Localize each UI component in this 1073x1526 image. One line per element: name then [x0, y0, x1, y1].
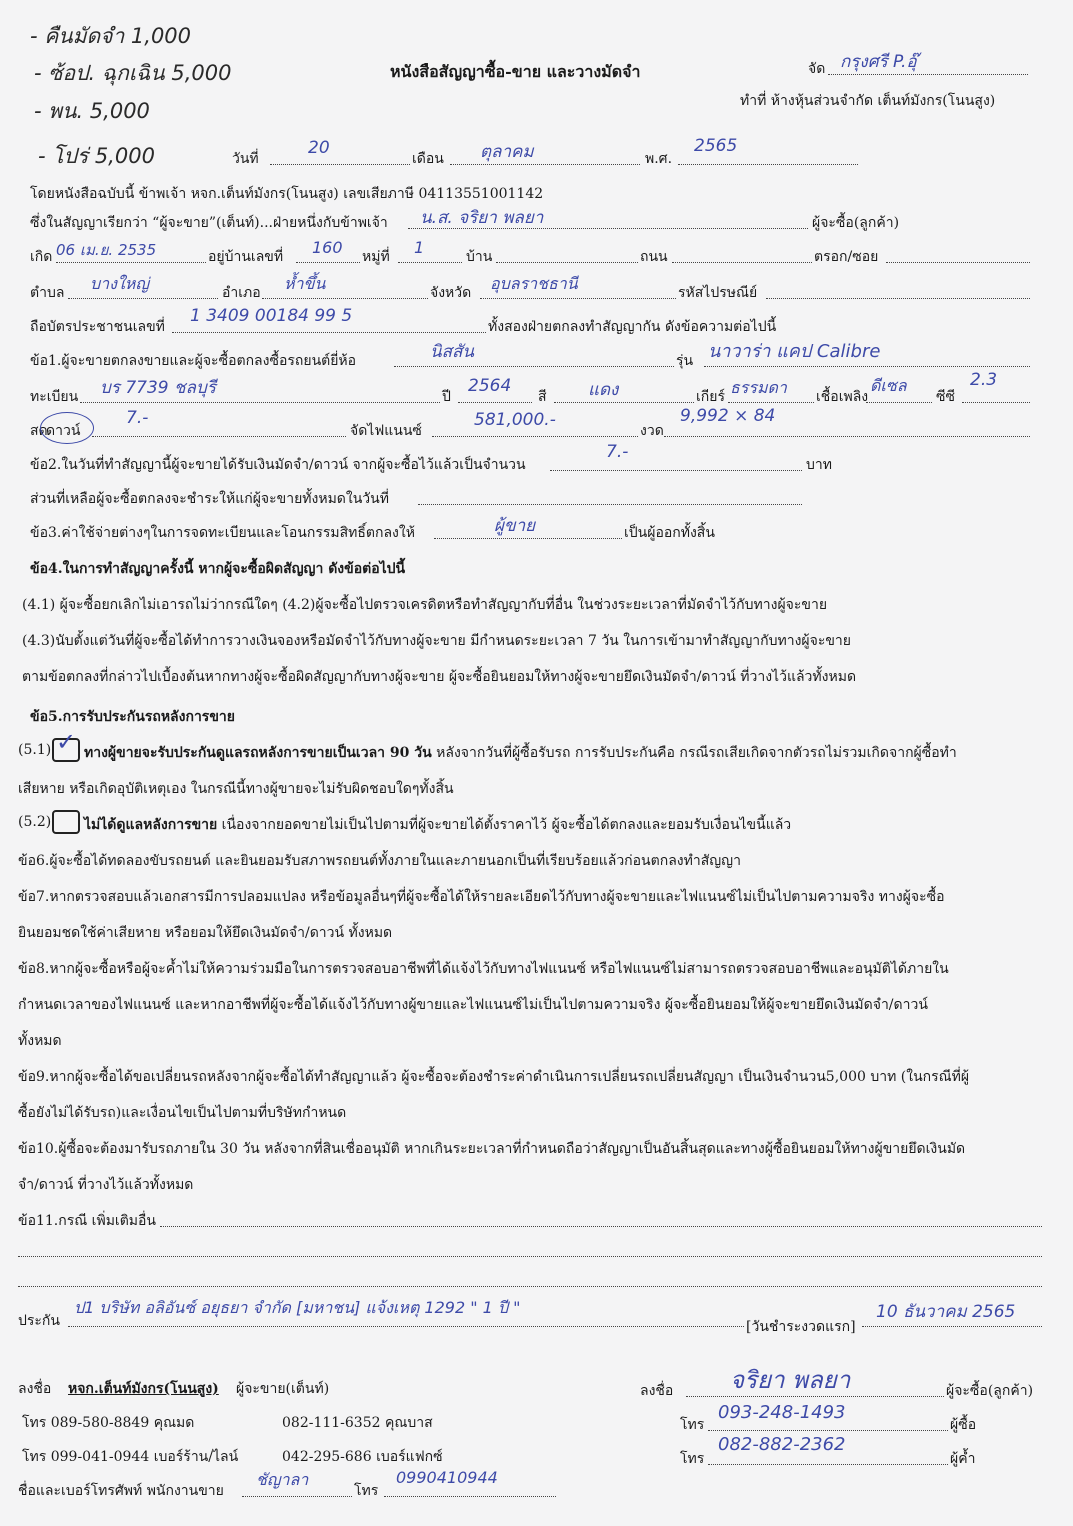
- car-fuel: ดีเซล: [870, 376, 907, 395]
- buyer-signature: จริยา พลยา: [730, 1366, 851, 1394]
- check-icon: ✓: [56, 728, 77, 756]
- cash-label: สด: [30, 423, 48, 439]
- clause6-text: ข้อ6.ผู้จะซื้อได้ทดลองขับรถยนต์ และยินยอมรับสภาพรถยนต์ทั้งภายในและภายนอกเป็นที่เรียบร้อยแล้วก่อนตกลงทำสัญญา: [18, 853, 741, 869]
- down-label: ดาวน์: [46, 423, 81, 439]
- staff-name: ชัญาลา: [256, 1470, 309, 1489]
- house-value: 160: [312, 238, 343, 257]
- guarantor-tel-role: ผู้ค้ำ: [950, 1451, 976, 1467]
- clause3-text: ข้อ3.ค่าใช้จ่ายต่างๆในการจดทะเบียนและโอนกรรมสิทธิ์ตกลงให้: [30, 525, 415, 541]
- buyer-name: น.ส. จริยา พลยา: [420, 208, 544, 228]
- finance-label: จัดไฟแนนซ์: [350, 423, 422, 439]
- clause5-heading: ข้อ5.การรับประกันรถหลังการขาย: [30, 709, 235, 725]
- day-value: 20: [308, 138, 330, 158]
- clause3-suffix: เป็นผู้ออกทั้งสิ้น: [624, 525, 715, 541]
- note-line: - ซ้อป. ฉุกเฉิน 5,000: [34, 61, 232, 85]
- model-label: รุ่น: [676, 353, 694, 369]
- car-registration: บร 7739 ชลบุรี: [100, 378, 216, 398]
- option1-rest: หลังจากวันที่ผู้ซื้อรับรถ การรับประกันคือ กรณีรถเสียเกิดจากตัวรถไม่รวมเกิดจากผู้ซื้อทำ: [431, 745, 957, 761]
- seller-tel: โทร 099-041-0944 เบอร์ร้าน/ไลน์: [22, 1449, 239, 1465]
- seller-role: ผู้จะขาย(เต็นท์): [236, 1381, 330, 1397]
- option2-bold: ไม่ได้ดูแลหลังการขาย: [84, 817, 218, 833]
- clause4-line: (4.3)นับตั้งแต่วันที่ผู้จะซื้อได้ทำการวางเงินจองหรือมัดจำไว้กับทางผู้จะขาย มีกำหนดระยะเวลา 7 วัน ในการเข้ามาทำสัญญากับทางผู้จะขาย: [22, 633, 851, 649]
- note-line: - พน. 5,000: [34, 99, 150, 123]
- month-value: ตุลาคม: [480, 142, 534, 162]
- clause2-unit: บาท: [806, 457, 832, 473]
- color-label: สี: [538, 389, 547, 405]
- first-installment-label: [วันชำระงวดแรก]: [746, 1319, 856, 1335]
- staff-tel: 0990410944: [396, 1468, 498, 1487]
- idcard-label: ถือบัตรประชาชนเลขที่: [30, 319, 165, 335]
- tambon-label: ตำบล: [30, 285, 65, 301]
- clause8-line: กำหนดเวลาของไฟแนนซ์ และหากอาชีพที่ผู้จะซื้อได้แจ้งไว้กับทางผู้ขายและไฟแนนซ์ไม่เป็นไปตามความจริง ผู้จะซื้อยินยอมให้ผู้จะขายยึดเงินมัดจำ/ดาวน์: [18, 997, 928, 1013]
- branch-value: กรุงศรี P.อุ๊: [840, 52, 917, 72]
- staff-tel-label: โทร: [354, 1483, 379, 1499]
- option1-number: (5.1): [18, 742, 52, 758]
- buyer-sign-label: ลงชื่อ: [640, 1383, 674, 1399]
- option1-bold: ทางผู้ขายจะรับประกันดูแลรถหลังการขายเป็นเวลา 90 วัน: [84, 745, 432, 761]
- note-line: - โปร่ 5,000: [38, 144, 155, 168]
- road-label: ถนน: [640, 249, 668, 265]
- installment-label: งวด: [640, 423, 664, 439]
- amphoe-label: อำเภอ: [222, 285, 261, 301]
- staff-label: ชื่อและเบอร์โทรศัพท์ พนักงานขาย: [18, 1483, 224, 1499]
- seller-tel: 082-111-6352 คุณบาส: [282, 1415, 433, 1431]
- clause3-who: ผู้ขาย: [494, 516, 536, 536]
- car-gear: ธรรมดา: [730, 378, 787, 397]
- zip-label: รหัสไปรษณีย์: [678, 285, 758, 301]
- tambon-value: บางใหญ่: [90, 274, 149, 293]
- born-label: เกิด: [30, 249, 53, 265]
- option2-rest: เนื่องจากยอดขายไม่เป็นไปตามที่ผู้จะขายได้ตั้งราคาไว้ ผู้จะซื้อได้ตกลงและยอมรับเงื่อนไขนี้แล้ว: [217, 817, 792, 833]
- clause7-line: ข้อ7.หากตรวจสอบแล้วเอกสารมีการปลอมแปลง หรือข้อมูลอื่นๆที่ผู้จะซื้อได้ให้รายละเอียดไว้กับทางผู้จะขายและไฟแนนซ์ไม่เป็นไปตามความจริง ทางผู้จะซื้อ: [18, 889, 945, 905]
- down-value: 7.-: [126, 408, 149, 428]
- clause2-rest: ส่วนที่เหลือผู้จะซื้อตกลงจะชำระให้แก่ผู้จะขายทั้งหมดในวันที่: [30, 491, 389, 507]
- fuel-label: เชื้อเพลิง: [816, 389, 869, 405]
- car-model: นาวาร่า แคป Calibre: [708, 341, 881, 362]
- born-value: 06 เม.ย. 2535: [56, 241, 157, 259]
- moo-value: 1: [414, 238, 425, 257]
- seller-sign-label: ลงชื่อ: [18, 1381, 52, 1397]
- clause8-line: ทั้งหมด: [18, 1033, 62, 1049]
- soi-label: ตรอก/ซอย: [814, 249, 879, 265]
- clause11-text: ข้อ11.กรณี เพิ่มเติมอื่น: [18, 1213, 157, 1229]
- car-brand: นิสสัน: [430, 342, 474, 362]
- clause10-line: ข้อ10.ผู้ซื้อจะต้องมารับรถภายใน 30 วัน หลังจากที่สินเชื่ออนุมัติ หากเกินระยะเวลาที่กำหนดถือว่าสัญญาเป็นอันสิ้นสุดและทางผู้ซื้อยินยอมให้ทางผู้ขายยึดเงินมัด: [18, 1141, 966, 1157]
- seller-tel: 042-295-686 เบอร์แฟกซ์: [282, 1449, 443, 1465]
- page-title: หนังสือสัญญาซื้อ-ขาย และวางมัดจำ: [390, 62, 641, 81]
- clause2-text: ข้อ2.ในวันที่ทำสัญญานี้ผู้จะขายได้รับเงินมัดจำ/ดาวน์ จากผู้จะซื้อไว้แล้วเป็นจำนวน: [30, 457, 526, 473]
- clause1-text: ข้อ1.ผู้จะขายตกลงขายและผู้จะซื้อตกลงซื้อรถยนต์ยี่ห้อ: [30, 353, 357, 369]
- option2-checkbox[interactable]: [52, 810, 80, 834]
- cc-label: ซีซี: [936, 389, 956, 405]
- village-label: บ้าน: [466, 249, 493, 265]
- month-label: เดือน: [412, 151, 444, 167]
- moo-label: หมู่ที่: [362, 249, 390, 265]
- guarantor-tel: 082-882-2362: [718, 1434, 846, 1455]
- clause4-line: ตามข้อตกลงที่กล่าวไปเบื้องต้นหากทางผู้จะซื้อผิดสัญญากับทางผู้จะขาย ผู้จะซื้อยินยอมให้ทางผู้จะขายยึดเงินมัดจำ/ดาวน์ ที่วางไว้แล้วทั้งหมด: [22, 669, 857, 685]
- province-label: จังหวัด: [430, 285, 472, 301]
- year-value: 2565: [694, 136, 738, 156]
- gear-label: เกียร์: [696, 389, 725, 405]
- clause4-heading: ข้อ4.ในการทำสัญญาครั้งนี้ หากผู้จะซื้อผิดสัญญา ดังข้อต่อไปนี้: [30, 561, 406, 577]
- clause7-line: ยินยอมชดใช้ค่าเสียหาย หรือยอมให้ยึดเงินมัดจำ/ดาวน์ ทั้งหมด: [18, 925, 393, 941]
- buyer-tel: 093-248-1493: [718, 1402, 846, 1423]
- buyer-role: ผู้จะซื้อ(ลูกค้า): [946, 1383, 1034, 1399]
- party-prefix: ซึ่งในสัญญาเรียกว่า “ผู้จะขาย”(เต็นท์)...ฝ่ายหนึ่งกับข้าพเจ้า: [30, 215, 388, 231]
- reg-label: ทะเบียน: [30, 389, 79, 405]
- car-cc: 2.3: [970, 370, 998, 390]
- guarantor-tel-label: โทร: [680, 1451, 705, 1467]
- first-installment-value: 10 ธันวาคม 2565: [876, 1302, 1016, 1322]
- car-year: 2564: [468, 376, 512, 396]
- option2-number: (5.2): [18, 814, 52, 830]
- note-line: - คืนมัดจำ 1,000: [30, 24, 192, 48]
- clause4-line: (4.1) ผู้จะซื้อยกเลิกไม่เอารถไม่ว่ากรณีใดๆ (4.2)ผู้จะซื้อไปตรวจเครดิตหรือทำสัญญากับที่อื่น ในช่วงระยะเวลาที่มัดจำไว้กับทางผู้จะขาย: [22, 597, 828, 613]
- house-label: อยู่บ้านเลขที่: [208, 249, 284, 265]
- buyer-tel-label: โทร: [680, 1417, 705, 1433]
- branch-label: จัด: [808, 61, 826, 77]
- province-value: อุบลราชธานี: [490, 274, 578, 293]
- idcard-value: 1 3409 00184 99 5: [190, 306, 353, 326]
- option2-text: [84, 814, 791, 836]
- amphoe-value: ห้ำขึ้น: [284, 274, 326, 293]
- place: ทำที่ ห้างหุ้นส่วนจำกัด เต็นท์มังกร(โนนสูง): [740, 93, 996, 109]
- idcard-suffix: ทั้งสองฝ่ายตกลงทำสัญญากัน ดังข้อความต่อไปนี้: [488, 319, 777, 335]
- buyer-role-label: ผู้จะซื้อ(ลูกค้า): [812, 215, 900, 231]
- buyer-tel-role: ผู้ซื้อ: [950, 1417, 977, 1433]
- clause2-amount: 7.-: [606, 442, 629, 462]
- car-color: แดง: [588, 380, 619, 400]
- year-label: พ.ศ.: [645, 151, 673, 167]
- clause8-line: ข้อ8.หากผู้จะซื้อหรือผู้จะค้ำไม่ให้ความร่วมมือในการตรวจสอบอาชีพที่ได้แจ้งไว้กับทางไฟแนนซ์ หรือไฟแนนซ์ไม่สามารถตรวจสอบอาชีพและอนุมัติได้ภายใน: [18, 961, 949, 977]
- clause9-line: ข้อ9.หากผู้จะซื้อได้ขอเปลี่ยนรถหลังจากผู้จะซื้อได้ทำสัญญาแล้ว ผู้จะซื้อจะต้องชำระค่าดำเนินการเปลี่ยนรถเปลี่ยนสัญญา เป็นเงินจำนวน5,000 บาท (ในกรณีที่ผู้: [18, 1069, 970, 1085]
- insurance-value: ป1 บริษัท อลิอันซ์ อยุธยา จำกัด [มหาชน] แจ้งเหตุ 1292 " 1 ปี ": [74, 1298, 521, 1317]
- clause10-line: จำ/ดาวน์ ที่วางไว้แล้วทั้งหมด: [18, 1177, 194, 1193]
- day-label: วันที่: [232, 151, 259, 167]
- year-label: ปี: [442, 389, 451, 405]
- finance-value: 581,000.-: [474, 410, 556, 430]
- installment-value: 9,992 × 84: [680, 406, 776, 426]
- option1-line2: เสียหาย หรือเกิดอุบัติเหตุเอง ในกรณีนี้ทางผู้ขายจะไม่รับผิดชอบใดๆทั้งสิ้น: [18, 781, 454, 797]
- seller-name: หจก.เต็นท์มังกร(โนนสูง): [68, 1381, 219, 1397]
- option1-text: [84, 742, 957, 764]
- insurance-label: ประกัน: [18, 1313, 60, 1329]
- clause9-line: ซื้อยังไม่ได้รับรถ)และเงื่อนไขเป็นไปตามที่บริษัทกำหนด: [18, 1105, 347, 1121]
- intro-text: โดยหนังสือฉบับนี้ ข้าพเจ้า หจก.เต็นท์มังกร(โนนสูง) เลขเสียภาษี 0411355100​1142: [30, 186, 544, 202]
- seller-tel: โทร 089-580-8849 คุณมด: [22, 1415, 195, 1431]
